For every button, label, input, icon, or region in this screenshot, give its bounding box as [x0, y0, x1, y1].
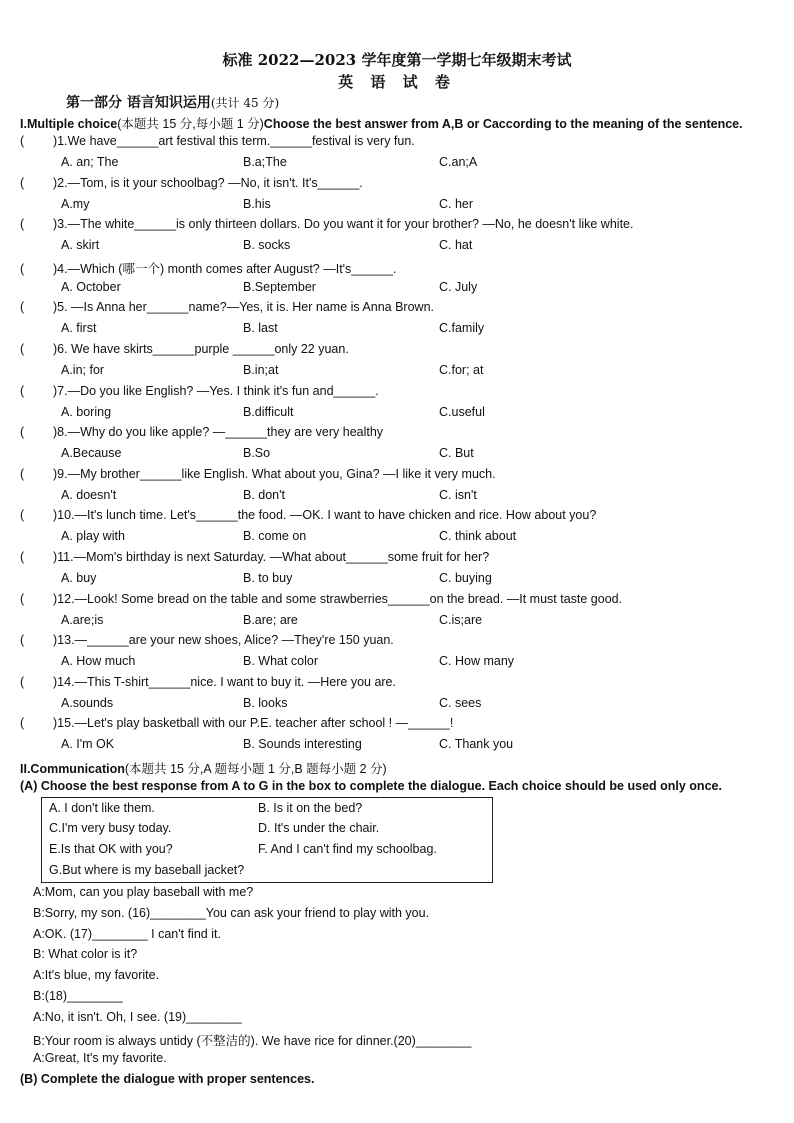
question-stem — [20, 176, 363, 190]
answer-bracket[interactable]: ( — [20, 300, 25, 314]
question-stem — [20, 550, 489, 564]
option-a: A. boring — [61, 405, 112, 419]
exam-title: 标准 2022—2023 学年度第一学期七年级期末考试 — [222, 51, 572, 69]
option-a: A. skirt — [61, 238, 100, 252]
option-c: C. her — [439, 197, 474, 211]
option-b: B. Sounds interesting — [243, 737, 362, 751]
option-b: B.September — [243, 280, 316, 294]
question-text: )5. —Is Anna her______name?—Yes, it is. Her name is Anna Brown. — [53, 300, 434, 314]
question-stem — [20, 217, 633, 231]
dialogue-line: A:No, it isn't. Oh, I see. (19)________ — [33, 1010, 242, 1024]
option-b: B. last — [243, 321, 278, 335]
option-b: B. come on — [243, 529, 307, 543]
question-text: )11.—Mom's birthday is next Saturday. —What about______some fruit for her? — [53, 550, 490, 564]
part-title: 第一部分 语言知识运用 — [66, 95, 211, 111]
dialogue-line: B: What color is it? — [33, 947, 138, 961]
option-b: B. don't — [243, 488, 285, 502]
option-c: C. sees — [439, 696, 482, 710]
option-c: C. But — [439, 446, 474, 460]
question-text: )10.—It's lunch time. Let's______the food. —OK. I want to have chicken and rice. How about you? — [53, 508, 597, 522]
question-stem — [20, 384, 379, 398]
option-c: C.is;are — [439, 613, 483, 627]
dialogue-line: A:OK. (17)________ I can't find it. — [33, 927, 221, 941]
dialogue-line: B:Sorry, my son. (16)________You can ask your friend to play with you. — [33, 906, 430, 920]
option-c: C. buying — [439, 571, 492, 585]
option-c: C. hat — [439, 238, 473, 252]
answer-bracket[interactable]: ( — [20, 342, 25, 356]
option-b: B.in;at — [243, 363, 279, 377]
question-text: )4.—Which (哪一个) month comes after August? —It's______. — [53, 262, 397, 276]
option-b: B. socks — [243, 238, 291, 252]
option-b: B. What color — [243, 654, 319, 668]
answer-bracket[interactable]: ( — [20, 508, 25, 522]
answer-bracket[interactable]: ( — [20, 425, 25, 439]
option-a: A.sounds — [61, 696, 114, 710]
option-a: A. play with — [61, 529, 125, 543]
option-c: C. How many — [439, 654, 515, 668]
option-a: A.my — [61, 197, 90, 211]
option-c: C.useful — [439, 405, 485, 419]
option-a: A.Because — [61, 446, 122, 460]
part-a-text: (A) Choose the best response from A to G in the box to complete the dialogue. Each choice should be used only once. — [20, 779, 722, 793]
answer-bracket[interactable]: ( — [20, 262, 25, 276]
question-text: )15.—Let's play basketball with our P.E. teacher after school ! —______! — [53, 716, 454, 730]
part-b-text: (B) Complete the dialogue with proper sentences. — [20, 1072, 315, 1086]
question-stem — [20, 508, 596, 522]
dialogue-line: B:(18)________ — [33, 989, 123, 1003]
part-heading — [66, 92, 279, 112]
answer-bracket[interactable]: ( — [20, 134, 25, 148]
option-b: B. to buy — [243, 571, 293, 585]
option-b: B. looks — [243, 696, 288, 710]
dialogue-line: A:It's blue, my favorite. — [33, 968, 160, 982]
option-a: A. doesn't — [61, 488, 117, 502]
exam-subtitle: 英 语 试 卷 — [338, 73, 456, 91]
option-b: B.So — [243, 446, 271, 460]
dialogue-line: A:Mom, can you play baseball with me? — [33, 885, 254, 899]
option-a: A. How much — [61, 654, 136, 668]
option-c: C. think about — [439, 529, 517, 543]
dialogue-line: B:Your room is always untidy (不整洁的). We have rice for dinner.(20)________ — [33, 1034, 472, 1048]
option-b: B.a;The — [243, 155, 287, 169]
answer-bracket[interactable]: ( — [20, 467, 25, 481]
question-stem — [20, 592, 622, 606]
section2-heading — [20, 759, 387, 777]
question-text: )6. We have skirts______purple ______only 22 yuan. — [53, 342, 349, 356]
question-text: )8.—Why do you like apple? —______they are very healthy — [53, 425, 384, 439]
dialogue-line: A:Great, It's my favorite. — [33, 1051, 167, 1065]
answer-bracket[interactable]: ( — [20, 716, 25, 730]
box-option-e: E.Is that OK with you? — [49, 842, 173, 856]
box-option-b: B. Is it on the bed? — [258, 801, 363, 815]
section2-score: (本题共 15 分,A 题每小题 1 分,B 题每小题 2 分) — [124, 762, 387, 776]
option-a: A. I'm OK — [61, 737, 115, 751]
question-text: )14.—This T-shirt______nice. I want to buy it. —Here you are. — [53, 675, 396, 689]
section1-score: (本题共 15 分,每小题 1 分) — [117, 117, 264, 131]
box-option-c: C.I'm very busy today. — [49, 821, 172, 835]
answer-bracket[interactable]: ( — [20, 176, 25, 190]
option-b: B.are; are — [243, 613, 298, 627]
box-option-f: F. And I can't find my schoolbag. — [258, 842, 437, 856]
question-text: )1.We have______art festival this term.______festival is very fun. — [53, 134, 415, 148]
option-b: B.difficult — [243, 405, 294, 419]
option-a: A.are;is — [61, 613, 104, 627]
box-option-a: A. I don't like them. — [49, 801, 155, 815]
section1-heading — [20, 114, 743, 132]
question-stem — [20, 467, 496, 481]
options-box — [41, 797, 493, 883]
section1-label: I.Multiple choice — [20, 117, 118, 131]
question-text: )7.—Do you like English? —Yes. I think it's fun and______. — [53, 384, 379, 398]
question-text: )9.—My brother______like English. What about you, Gina? —I like it very much. — [53, 467, 496, 481]
option-c: C. isn't — [439, 488, 477, 502]
answer-bracket[interactable]: ( — [20, 217, 25, 231]
answer-bracket[interactable]: ( — [20, 592, 25, 606]
answer-bracket[interactable]: ( — [20, 550, 25, 564]
option-a: A. first — [61, 321, 97, 335]
option-c: C.an;A — [439, 155, 478, 169]
option-c: C.for; at — [439, 363, 484, 377]
box-option-d: D. It's under the chair. — [258, 821, 380, 835]
option-a: A.in; for — [61, 363, 105, 377]
question-stem — [20, 342, 349, 356]
question-text: )13.—______are your new shoes, Alice? —They're 150 yuan. — [53, 633, 394, 647]
question-stem — [20, 259, 397, 277]
question-text: )12.—Look! Some bread on the table and some strawberries______on the bread. —It must taste good. — [53, 592, 623, 606]
question-stem — [20, 716, 453, 730]
question-stem — [20, 134, 415, 148]
question-stem — [20, 633, 394, 647]
option-c: C.family — [439, 321, 485, 335]
part-score: (共计 45 分) — [210, 96, 280, 110]
part-a-instruction — [20, 779, 722, 793]
question-stem — [20, 675, 396, 689]
part-b-instruction — [20, 1072, 314, 1086]
answer-bracket[interactable]: ( — [20, 633, 25, 647]
box-option-g: G.But where is my baseball jacket? — [49, 863, 245, 877]
section1-instruction: Choose the best answer from A,B or Caccording to the meaning of the sentence. — [263, 117, 743, 131]
answer-bracket[interactable]: ( — [20, 675, 25, 689]
answer-bracket[interactable]: ( — [20, 384, 25, 398]
question-stem — [20, 425, 383, 439]
question-stem — [20, 300, 434, 314]
section2-label: II.Communication — [20, 762, 125, 776]
option-c: C. July — [439, 280, 478, 294]
option-a: A. October — [61, 280, 121, 294]
option-a: A. an; The — [61, 155, 119, 169]
option-a: A. buy — [61, 571, 97, 585]
question-text: )2.—Tom, is it your schoolbag? —No, it isn't. It's______. — [53, 176, 363, 190]
option-b: B.his — [243, 197, 271, 211]
option-c: C. Thank you — [439, 737, 514, 751]
question-text: )3.—The white______is only thirteen dollars. Do you want it for your brother? —No, he doesn't like white. — [53, 217, 634, 231]
